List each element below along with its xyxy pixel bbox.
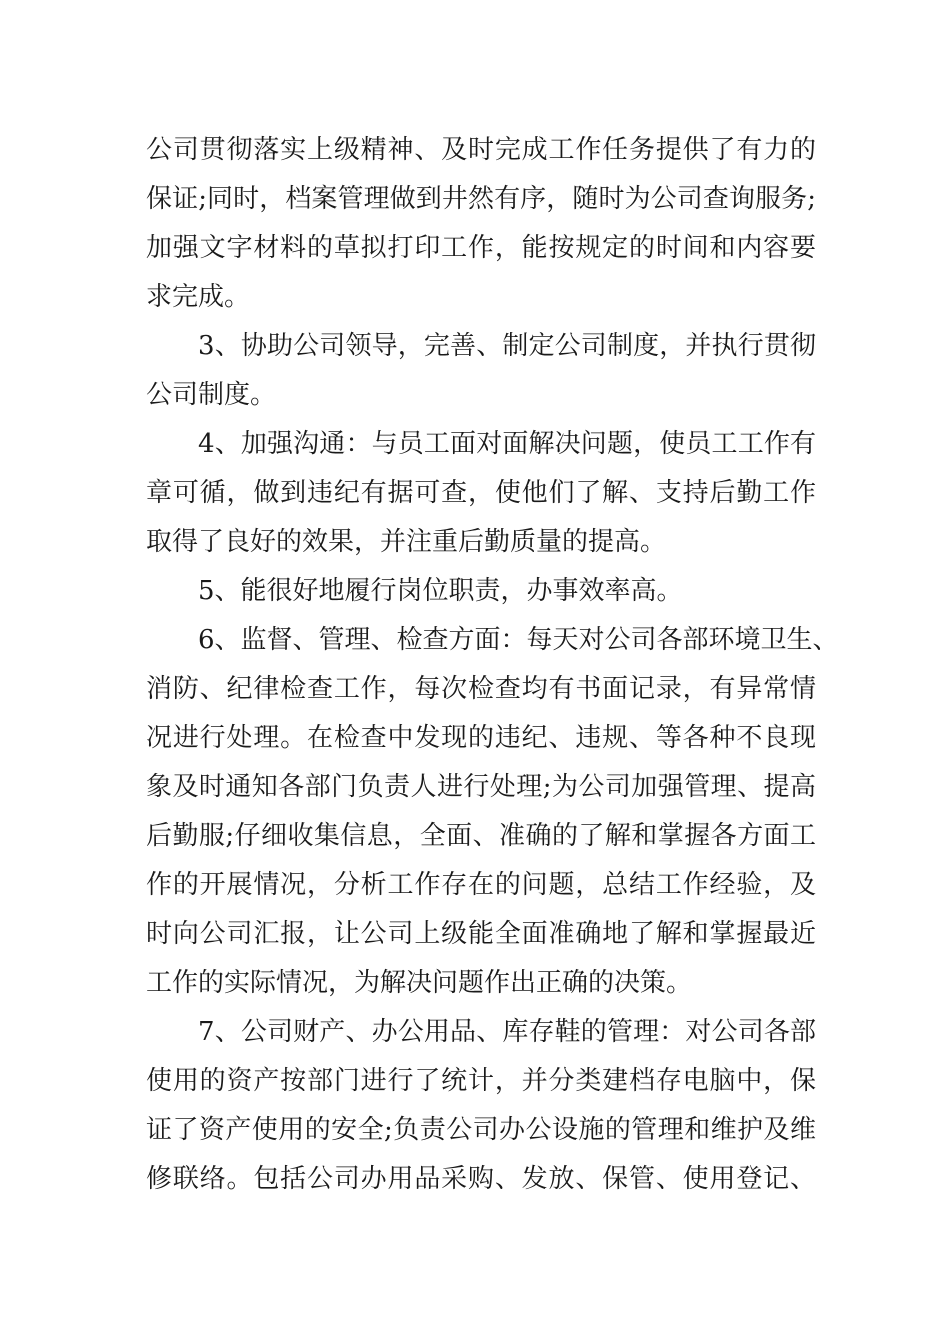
text-line: 3、协助公司领导，完善、制定公司制度，并执行贯彻 [198, 331, 816, 361]
text-line: 取得了良好的效果，并注重后勤质量的提高。 [146, 527, 667, 557]
text-line: 使用的资产按部门进行了统计，并分类建档存电脑中，保 [146, 1066, 816, 1096]
text-line: 公司贯彻落实上级精神、及时完成工作任务提供了有力的 [146, 135, 816, 165]
text-line: 7、公司财产、办公用品、库存鞋的管理：对公司各部 [198, 1017, 816, 1047]
text-line: 章可循，做到违纪有据可查，使他们了解、支持后勤工作 [146, 478, 816, 508]
text-line: 象及时通知各部门负责人进行处理;为公司加强管理、提高 [146, 772, 816, 802]
text-line: 6、监督、管理、检查方面：每天对公司各部环境卫生、 [198, 625, 839, 655]
text-line: 加强文字材料的草拟打印工作，能按规定的时间和内容要 [146, 233, 816, 263]
document-body [146, 126, 839, 1204]
text-line: 4、加强沟通：与员工面对面解决问题，使员工工作有 [198, 429, 816, 459]
text-line: 时向公司汇报，让公司上级能全面准确地了解和掌握最近 [146, 919, 816, 949]
text-line: 证了资产使用的安全;负责公司办公设施的管理和维护及维 [146, 1115, 816, 1145]
text-line: 5、能很好地履行岗位职责，办事效率高。 [198, 576, 683, 606]
text-line: 后勤服;仔细收集信息，全面、准确的了解和掌握各方面工 [146, 821, 816, 851]
text-line: 求完成。 [146, 282, 251, 312]
text-line: 工作的实际情况，为解决问题作出正确的决策。 [146, 968, 693, 998]
text-line: 作的开展情况，分析工作存在的问题，总结工作经验，及 [146, 870, 816, 900]
text-line: 公司制度。 [146, 380, 277, 410]
text-line: 保证;同时，档案管理做到井然有序，随时为公司查询服务; [146, 184, 816, 214]
text-line: 况进行处理。在检查中发现的违纪、违规、等各种不良现 [146, 723, 816, 753]
text-line: 修联络。包括公司办用品采购、发放、保管、使用登记、 [146, 1164, 816, 1194]
text-line: 消防、纪律检查工作，每次检查均有书面记录，有异常情 [146, 674, 816, 704]
